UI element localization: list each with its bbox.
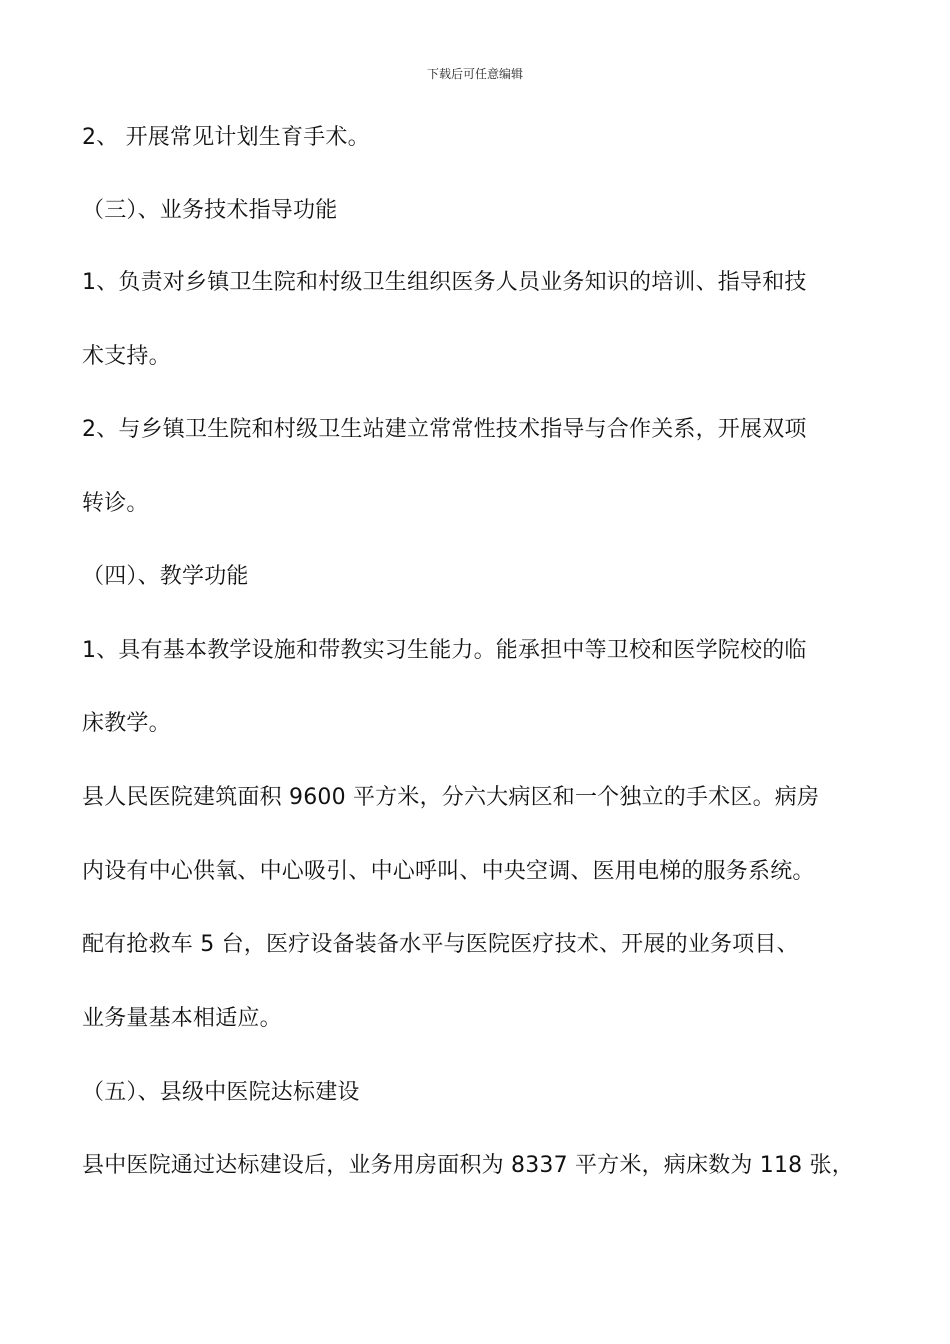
- paragraph-line: 配有抢救车 5 台，医疗设备装备水平与医院医疗技术、开展的业务项目、: [82, 932, 799, 957]
- paragraph-line: 术支持。: [82, 344, 171, 369]
- paragraph-line: 1、具有基本教学设施和带教实习生能力。能承担中等卫校和医学院校的临: [82, 638, 807, 663]
- paragraph-line: 业务量基本相适应。: [82, 1006, 282, 1031]
- list-item-procedures: 2、 开展常见计划生育手术。: [82, 125, 370, 150]
- paragraph-line: 床教学。: [82, 711, 171, 736]
- paragraph-line: 内设有中心供氧、中心吸引、中心呼叫、中央空调、医用电梯的服务系统。: [82, 859, 815, 884]
- paragraph-line: 2、与乡镇卫生院和村级卫生站建立常常性技术指导与合作关系，开展双项: [82, 417, 807, 442]
- section-heading-3: （三）、业务技术指导功能: [82, 198, 338, 223]
- paragraph-line: 县人民医院建筑面积 9600 平方米，分六大病区和一个独立的手术区。病房: [82, 785, 820, 810]
- section-heading-5: （五）、县级中医院达标建设: [82, 1080, 360, 1105]
- paragraph-line: 县中医院通过达标建设后，业务用房面积为 8337 平方米，病床数为 118 张，: [82, 1153, 854, 1178]
- section-heading-4: （四）、教学功能: [82, 564, 249, 589]
- page-header: 下载后可任意编辑: [426, 67, 523, 81]
- paragraph-line: 1、负责对乡镇卫生院和村级卫生组织医务人员业务知识的培训、指导和技: [82, 270, 807, 295]
- paragraph-line: 转诊。: [82, 491, 149, 516]
